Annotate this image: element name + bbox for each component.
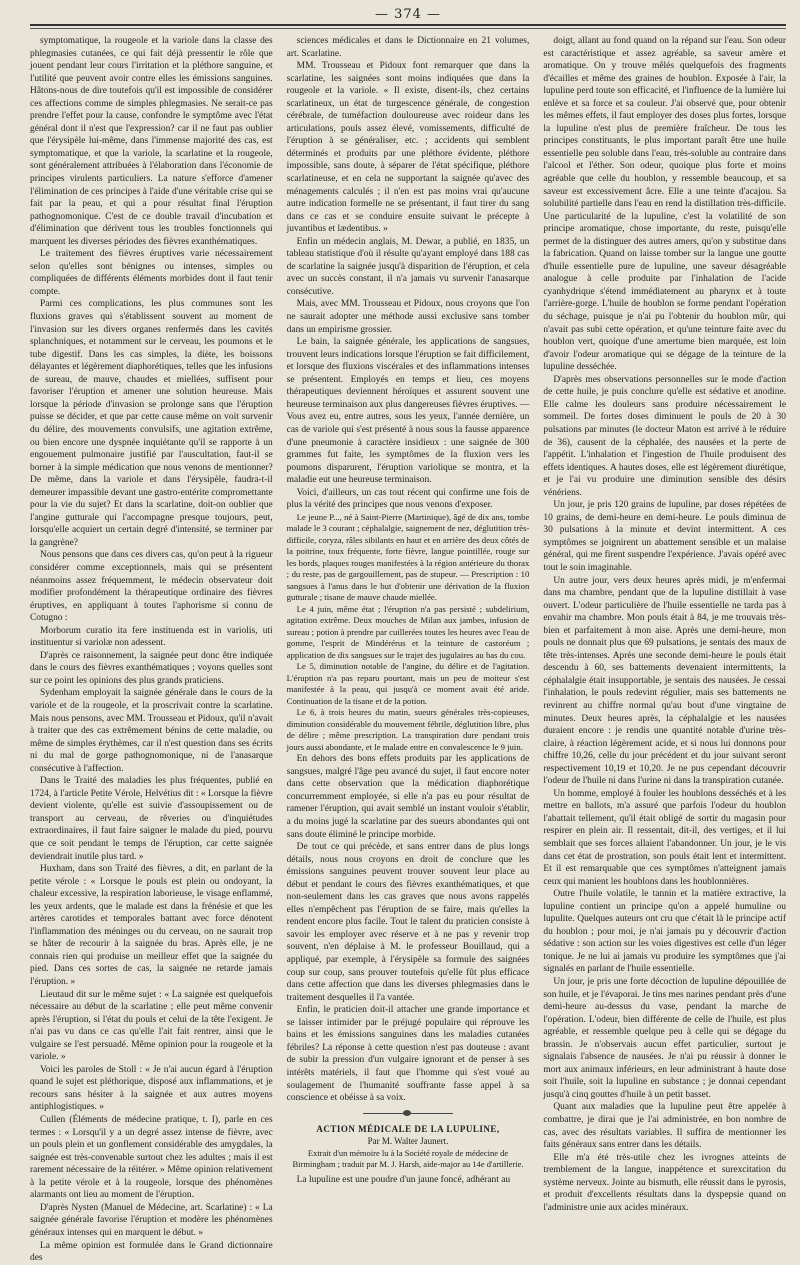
paragraph: Un homme, employé à fouler les houblons desséchés et à les mettre en ballots, m'a assuré que parfois l'odeur du houblon l'abattait tellement, qu'il était obligé de sortir du magasin pour respirer en plein air. Il ressentait, dit-il, des vertiges, et il lui semblait que ses forces allaient l'abandonner. Un jour, je le vis dans cet état de prostration, son pouls était lent et intermittent. Et il est remarquable que ces symptômes n'atteignent jamais ceux qui manient les houblons dans les houblonnières. [543,788,787,887]
column-middle-paragraphs [287,35,530,1105]
paragraph: Huxham, dans son Traité des fièvres, a dit, en parlant de la petite vérole : « Lorsque le pouls est plein ou ondoyant, la chaleur excessive, la respiration laborieuse, le visage enflammé, les yeux ardents, que le malade est dans la frénésie et que les artères carotides et temporales battant avec force dénotent l'inflammation des méninges ou du cerveau, on ne saurait trop se hâter de recourir à la saignée du bras. Après elle, je ne connais rien qui produise un meilleur effet que la saignée du pied. Dans ces sortes de cas, la saignée ne retarde jamais l'éruption. » [30,864,273,988]
column-middle [286,35,530,1185]
paragraph: Un jour, je pris 120 grains de lupuline, par doses répétées de 10 grains, de demi-heure en demi-heure. Le pouls diminua de 30 pulsations à la minute et devint intermittent. A ces symptômes se joignirent un abattement sensible et un malaise général, qui me firent suspendre l'expérience. J'avais opéré avec tout le soin imaginable. [543,500,787,573]
paragraph: D'après mes observations personnelles sur le mode d'action de cette huile, je puis conclure qu'elle est sédative et anodine. Elle calme les douleurs sans produire nécessairement le sommeil. De fortes doses diminuent le pouls de 20 à 30 pulsations par minutes (le docteur Maton est arrivé à le réduire de 36), causent de la céphalée, des nausées et la perte de l'appétit. L'inhalation et l'ingestion de l'huile produisent des effets identiques. A hautes doses, elle est légèrement diurétique, et je l'ai vu produire une diminution sensible des désirs vénériens. [543,374,787,498]
paragraph: Un jour, je pris une forte décoction de lupuline dépouillée de son huile, et je l'évaporai. Je tins mes narines pendant près d'une demi-heure au-dessus du vase, pendant la marche de l'opération. L'odeur, bien différente de celle de l'huile, est plus agréable, et ressemble quelque peu à celle qui se dégage du brassin. Je n'observais aucun effet particulier, surtout je signalais l'absence de nausées. Je n'ai pu réussir à donner le mort aux animaux inférieurs, en leur administrant à haute dose soit l'huile, soit la lupuline en substance ; je donnai cependant jusqu'à cinq gouttes d'huile à un petit basset. [543,977,787,1100]
paragraph: Cullen (Éléments de médecine pratique, t. I), parle en ces termes : « Lorsqu'il y a un degré assez intense de fièvre, avec un pouls plein et un gonflement considérable des amygdales, la saignée est très-convenable surtout chez les adultes ; mais il est rarement nécessaire de la réitérer. » Même opinion relativement à la petite vérole et à la rougeole, lorsque des phénomènes alarmants ont lieu au moment de l'éruption. [30,1115,273,1201]
paragraph: La même opinion est formulée dans le Grand dictionnaire des [30,1240,273,1264]
paragraph: Le jeune P..., né à Saint-Pierre (Martinique), âgé de dix ans, tombe malade le 3 courant ; céphalalgie, saignement de nez, déglutition très-difficile, coryza, râles sibilants en haut et en arrière des deux côtés de la poitrine, toux fréquente, forte fièvre, langue pointillée, rouge sur les bords, plaques rouges manifestées à la région antérieure du thorax ; du reste, pas de gargouillement, pas de stupeur. — Prescription : 10 sangsues à l'anus dans le but d'obtenir une dérivation de la fluxion gutturale ; tisane de mauve chaude miellée. [286,511,530,603]
paragraph: Voici les paroles de Stoll : « Je n'ai aucun égard à l'éruption quand le sujet est pléthorique, disposé aux inflammations, et je recours sans hésiter à la saignée et aux autres moyens antiphlogistiques. » [30,1064,273,1113]
paragraph: Le bain, la saignée générale, les applications de sangsues, trouvent leurs indications lorsque l'éruption se fait difficilement, et lorsque des fluxions viscérales et des inflammations intenses se présentent. Employés en temps et lieu, ces moyens thérapeutiques deviennent héroïques et assurent souvent une heureuse terminaison aux plus dangereuses fièvres éruptives. — Vous avez eu, entre autres, sous les yeux, l'année dernière, un cas de variole qui s'est présenté à nous sous la fausse apparence d'une pneumonie à caractère insidieux : une saignée de 300 grammes fut faite, les symptômes de la fluxion vers les poumons disparurent, l'éruption variolique se montra, et la maladie eut une heureuse terminaison. [286,337,530,486]
paragraph: D'après ce raisonnement, la saignée peut donc être indiquée dans le cours des fièvres exanthématiques ; voyons quelles sont sur ce point les opinions des plus grands praticiens. [30,650,273,686]
column-right [543,35,787,1213]
paragraph: Enfin un médecin anglais, M. Dewar, a publié, en 1835, un tableau statistique d'où il résulte qu'ayant employé dans 188 cas de scarlatine la saignée jusqu'à disparition de l'éruption, et cela avec un succès constant, il n'a jamais vu survenir l'anasarque consécutive. [286,236,530,297]
paragraph: Un autre jour, vers deux heures après midi, je m'enfermai dans ma chambre, pendant que de la lupuline distillait à vase ouvert. L'odeur particulière de l'huile essentielle ne tarda pas à envahir ma chambre. Mon pouls était à 84, je me trouvais très-bien et parfaitement à mon aise. Après une demi-heure, mon pouls ne donnait plus que 69 pulsations, je sentais des maux de tête très-intenses. Après une seconde demi-heure le pouls était descendu à 60, ses battements devenaient intermittents, la céphalalgie était insupportable, je sentais des nausées. Je cessai l'inhalation, le pouls redevint régulier, mais ses battements ne revinrent au chiffre normal qu'au bout d'une vingtaine de minutes. Deux heures après, la céphalalgie et les nausées duraient encore : je rendis une quantité notable d'urine très-claire, à réaction légèrement acide, et si nous lui donnons pour chiffre 10,26, celle du jour précédent et du jour suivant seront respectivement 10,19 et 10,20. Je ne pus cependant découvrir l'odeur de l'huile ni dans l'urine ni dans la transpiration cutanée. [543,575,787,787]
paragraph: symptomatique, la rougeole et la variole dans la classe des phlegmasies cutanées, ce qui fait déjà pressentir le rôle que jouent pendant leur cours l'irritation et la pléthore sanguine, et l'utilité que peuvent avoir contre elles les émissions sanguines. Hâtons-nous de dire toutefois qu'il est impossible de considérer ces affections comme de simples phlegmasies. Ne serait-ce pas prendre l'effet pour la cause, confondre le symptôme avec l'état général dont il n'est que l'expression? car il ne faut pas oublier que l'érysipèle lui-même, dans l'immense majorité des cas, est symptomatique, et que la variole, la scarlatine et la rougeole, sont généralement attribuées à l'élaboration dans l'économie de principes virulents particuliers. La nature s'efforce d'amener l'élimination de ces principes à l'aide d'une véritable crise qui se fait par la peau, et qui a pour résultat final l'éruption pathognomonique. C'est de ce double travail d'incubation et d'élimination que dérivent tous les troubles fonctionnels qui marquent les diverses périodes des fièvres exanthématiques. [30,36,273,247]
column-left [30,35,273,1264]
header-rule-thin [30,28,786,29]
section-divider [363,1113,453,1117]
paragraph: doigt, allant au fond quand on la répand sur l'eau. Son odeur est caractéristique et assez agréable, sa saveur amère et aromatique. On y trouve mêlés quelquefois des fragments d'écailles et même des graines de houblon. Exposée à l'air, la lupuline perd toute son efficacité, et l'influence de la lumière lui enlève et sa force et sa couleur. J'ai observé que, pour obtenir les mêmes effets, il faut employer des doses plus fortes, lorsque la lupuline n'est plus de première fraîcheur. De tous les principes constituants, le plus important paraît être une huile essentielle peu soluble dans l'eau, très-soluble au contraire dans l'alcool et l'éther. Son odeur, quoique plus forte et moins agréable que celle du houblon, y ressemble beaucoup, et sa saveur est excessivement âcre. Elle a une teinte d'acajou. Sa solubilité partielle dans l'eau en rend la distillation très-difficile. Une particularité de la lupuline, c'est la volatilité de son principe aromatique, chose importante, du reste, puisqu'elle permet de la distinguer des autres amers, qu'on y substitue dans la fabrication. Quand on laisse tomber sur la langue une goutte d'huile essentielle pure de lupuline, une saveur désagréable analogue à celle produite par l'inhalation de l'acide cyanhydrique s'étend immédiatement au pharynx et à toute l'arrière-gorge. L'huile de houblon se forme pendant l'opération du séchage, puisque je n'ai pu l'obtenir du houblon mûr, qui n'avait pas subi cette opération, et qu'une teinture faite avec du houblon vert, quoique d'une amertume bien marquée, est loin d'avoir l'odeur aromatique qui se dégage de la teinture de la lupuline desséchée. [543,36,787,373]
paragraph: De tout ce qui précède, et sans entrer dans de plus longs détails, nous nous croyons en droit de conclure que les émissions sanguines peuvent trouver souvent leur place au début et pendant le cours des fièvres exanthématiques, et que non-seulement dans les cas graves que nous avons rappelés elles n'empêchent pas l'éruption de se faire, mais qu'elles la rendent encore plus facile. Tout le talent du praticien consiste à savoir les employer avec réserve et à ne pas y revenir trop souvent, n'en déplaise à M. le professeur Bouillaud, qui a appliqué, par exemple, à l'érysipèle sa formule des saignées coup sur coup, sans prouver toutefois qu'elle fût plus efficace dans cette affection que dans les diverses phlegmasies dans le traitement desquelles il l'a vantée. [286,842,530,1003]
paragraph: Morborum curatio ita fere instituenda est in variolis, uti instituentur si variolæ non adessent. [30,625,273,649]
paragraph: Le traitement des fièvres éruptives varie nécessairement selon qu'elles sont bénignes ou intenses, simples ou compliquées de différents éléments morbides dont il faut tenir compte. [30,249,273,297]
paragraph: Le 5, diminution notable de l'angine, du délire et de l'agitation. L'éruption n'a pas reparu pourtant, mais un peu de moiteur s'est manifestée à la peau, qui jusqu'à ce moment avait été aride. Continuation de la tisane et de la potion. [286,661,530,706]
paragraph: Lieutaud dit sur le même sujet : « La saignée est quelquefois nécessaire au début de la scarlatine ; elle peut même convenir après l'éruption, si l'état du pouls et celui de la tête l'exigent. Je n'ai pas vu dans ce cas qu'elle l'ait fait rentrer, ainsi que le vulgaire se l'est persuadé. Même opinion pour la rougeole et la variole. » [30,989,273,1063]
paragraph: Le 6, à trois heures du matin, sueurs générales très-copieuses, diminution considérable du mouvement fébrile, déglutition libre, plus de délire ; même prescription. La transpiration dure pendant trois jours aussi abondante, et le malade entre en convalescence le 9 juin. [286,707,530,752]
text-columns [30,35,787,1264]
paragraph: Quant aux maladies que la lupuline peut être appelée à combattre, je dirai que je l'ai administrée, en bon nombre de cas, avec des résultats variables. Il suffira de mentionner les faits généraux sans entrer dans les détails. [543,1102,787,1151]
paragraph: Dans le Traité des maladies les plus fréquentes, publié en 1724, à l'article Petite Vérole, Helvétius dit : « Lorsque la fièvre devient violente, qu'elle est suivie d'assoupissement ou de transport au cerveau, de rêveries ou d'inquiétudes extraordinaires, il faut faire saigner le malade du pied, pourvu que ce soit pendant le temps de l'éruption, car cette saignée deviendrait inutile plus tard. » [30,776,273,862]
page-number: — 374 — [374,7,442,22]
paragraph: MM. Trousseau et Pidoux font remarquer que dans la scarlatine, les saignées sont moins indiquées que dans la rougeole et la variole. « Il existe, disent-ils, chez certains scarlatineux, un état de turgescence générale, de congestion cérébrale, de tuméfaction douloureuse avec roideur dans les articulations, pouls assez élevé, vomissements, difficulté de l'éruption à se généraliser, etc. ; accidents qui semblent déterminés et produits par une pléthore évidente, pléthore impossible, sans doute, à séparer de l'état spécifique, pléthore scarlatineuse, et en cela ne supportant la saignée qu'avec des ménagements calculés ; il n'en est pas moins vrai qu'aucune autre indication formelle ne se présentant, il faut tirer du sang dans ce cas et se conduire ensuite suivant le précepte à juvantibus et lædentibus. » [286,61,530,235]
article-lead: La lupuline est une poudre d'un jaune foncé, adhérant au [296,1174,511,1185]
paragraph: Enfin, le praticien doit-il attacher une grande importance et se laisser intimider par le préjugé populaire qui réprouve les bains et les émissions sanguines dans les maladies cutanées fébriles? La réponse à cette question n'est pas douteuse : avant de subir la pression d'un vulgaire ignorant et de penser à ses intérêts matériels, il faut que l'homme qui s'est voué au soulagement de l'humanité souffrante fasse appel à sa conscience et obéisse à sa voix. [286,1005,530,1104]
paragraph: En dehors des bons effets produits par les applications de sangsues, malgré l'âge peu avancé du sujet, il faut encore noter dans cette observation que la médication diaphorétique concurremment employée, si elle n'a pas eu pour résultat de ramener l'éruption, qui avait semblé un instant vouloir s'établir, a du moins jugé la scarlatine par des sueurs abondantes qui ont sans doute éliminé le principe morbide. [286,754,530,840]
paragraph: Mais, avec MM. Trousseau et Pidoux, nous croyons que l'on ne saurait adopter une méthode aussi exclusive sans tomber dans un empirisme grossier. [286,299,530,335]
paragraph: Voici, d'ailleurs, un cas tout récent qui confirme une fois de plus la vérité des principes que nous venons d'exposer. [286,487,530,511]
paragraph: sciences médicales et dans le Dictionnaire en 21 volumes, art. Scarlatine. [286,36,530,59]
article-author: Par M. Walter Jaunert. [367,1136,449,1147]
header-rule [30,24,786,26]
article-title: ACTION MÉDICALE DE LA LUPULINE, [316,1123,500,1134]
paragraph: Le 4 juin, même état ; l'éruption n'a pas persisté ; subdelirium, agitation extrême. Deux mouches de Milan aux jambes, infusion de sureau ; potion à prendre par cuillerées toutes les heures avec l'eau de gomme, l'esprit de Mindérérus et la teinture de castoréum ; application de dix sangsues sur le trajet des jugulaires au bas du cou. [286,603,530,660]
article-note: Extrait d'un mémoire lu à la Société royale de médecine de Birmingham ; traduit par M. J. Harsh, aide-major au 14e d'artillerie. [292,1147,524,1169]
paragraph: Elle m'a été très-utile chez les ivrognes atteints de tremblement de la langue, inappétence et surexcitation du système nerveux. Jointe au bismuth, elle réussit dans le pyrosis, et produit d'excellents résultats dans la dyspepsie quand on l'administre unie aux acides minéraux. [543,1152,787,1213]
paragraph: Nous pensons que dans ces divers cas, qu'on peut à la rigueur considérer comme exceptionnels, mais qui se présentent néanmoins assez fréquemment, le médecin observateur doit modifier profondément la thérapeutique ordinaire des fièvres éruptives, en appliquant à toutes l'aphorisme si connu de Cotugno : [30,550,273,624]
paragraph: D'après Nysten (Manuel de Médecine, art. Scarlatine) : « La saignée générale favorise l'éruption et modère les phénomènes généraux intenses qui en marquent le début. » [30,1202,273,1238]
paragraph: Outre l'huile volatile, le tannin et la matière extractive, la lupuline contient un principe qu'on a appelé humuline ou lupulite. Quelques auteurs ont cru que c'était là le principe actif du houblon ; pour moi, je n'ai jamais pu y découvrir d'action sédative : son action sur les voies digestives est celle d'un léger tonique. Je ne lui ai jamais vu produire les symptômes que j'ai signalés en parlant de l'huile essentielle. [543,889,787,975]
paragraph: Parmi ces complications, les plus communes sont les fluxions graves qui s'établissent souvent au moment de l'invasion sur les divers organes renfermés dans les cavités splanchniques, et notamment sur le cerveau, les poumons et le tube digestif. Dans les cas simples, la diète, les boissons délayantes et légèrement diaphorétiques, telles que les infusions de sureau, de mauve, chaudes et miellées, suffisent pour favoriser l'éruption et amener une solution heureuse. Mais lorsque la période d'invasion se prolonge sans que l'éruption puisse se décider, et que par cette cause même on voit survenir du délire, des mouvements convulsifs, une agitation extrême, ou bien encore une dyspnée inquiétante qu'il se rapporte à un engouement pulmonaire justifié par l'auscultation, faut-il se borner à la simple médication que nous venons de mentionner? De même, dans la variole et dans l'érysipèle, faudra-t-il demeurer impassible devant une gastro-entérite compromettante pour la vie du sujet? Et dans la scarlatine, doit-on oublier que l'angine gutturale qui l'accompagne presque toujours, peut, lorsqu'elle acquiert un certain degré d'intensité, se terminer par la gangrène? [30,299,273,548]
paragraph: Sydenham employait la saignée générale dans le cours de la variole et de la rougeole, et la proscrivait contre la scarlatine. Mais nous pensons, avec MM. Trousseau et Pidoux, qu'il n'avait à traiter que des cas extrêmement bénins de cette maladie, ou même de simples érythèmes, car il n'est question dans ses écrits ni du mal de gorge pathognomonique, ni de l'anasarque consécutive à l'affection. [30,688,273,774]
